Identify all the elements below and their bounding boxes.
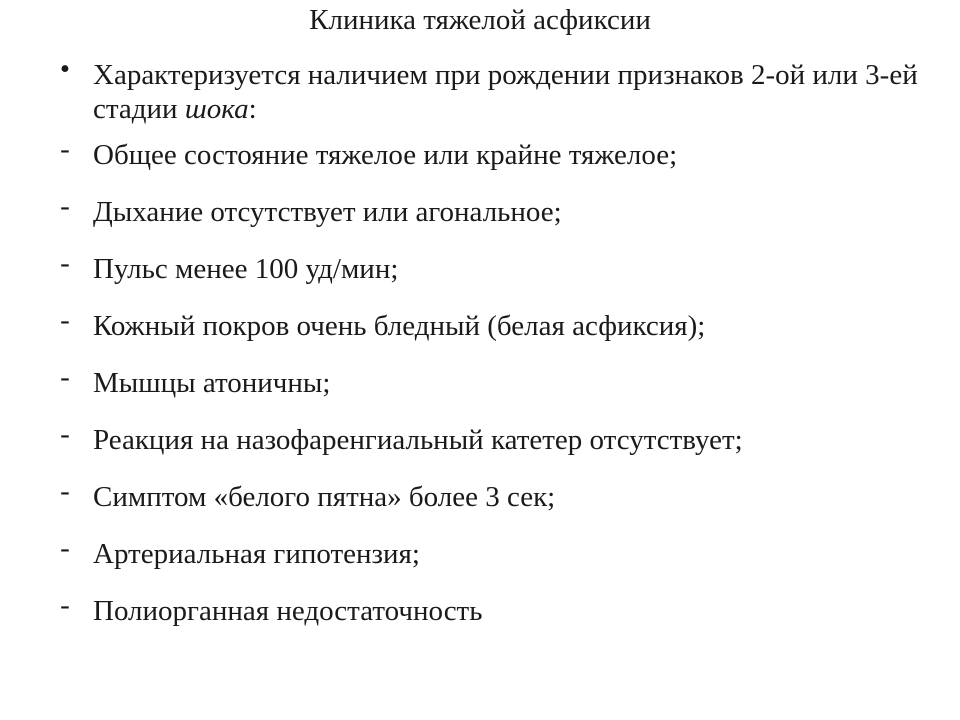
- dash-marker-icon: -: [60, 361, 70, 393]
- intro-text-italic: шока: [184, 93, 249, 125]
- dash-marker-icon: -: [60, 247, 70, 279]
- list-item: [55, 532, 935, 571]
- bullet-dot-icon: •: [59, 53, 71, 85]
- dash-marker-icon: -: [60, 418, 70, 450]
- dash-marker-icon: -: [60, 475, 70, 507]
- list-item-intro: [55, 53, 935, 126]
- dash-marker-icon: -: [60, 190, 70, 222]
- slide-title: Клиника тяжелой асфиксии: [309, 4, 651, 36]
- intro-text-before: Характеризуется наличием при рождении признаков 2-ой или 3-ей стадии: [93, 59, 918, 125]
- list-item: [55, 247, 935, 286]
- dash-marker-icon: -: [60, 589, 70, 621]
- list-item-text: Полиорганная недостаточность: [93, 595, 483, 627]
- intro-text-after: :: [248, 93, 257, 125]
- list-item: [55, 361, 935, 400]
- list-item-text: Дыхание отсутствует или агональное;: [93, 196, 562, 228]
- list-item-text: Кожный покров очень бледный (белая асфиксия);: [93, 310, 706, 342]
- list-item-text: Пульс менее 100 уд/мин;: [93, 253, 399, 285]
- list-item: [55, 475, 935, 514]
- dash-marker-icon: -: [60, 304, 70, 336]
- list-item-text: Симптом «белого пятна» более 3 сек;: [93, 481, 556, 513]
- list-item: [55, 133, 935, 172]
- dash-marker-icon: -: [60, 133, 70, 165]
- dash-marker-icon: -: [60, 532, 70, 564]
- list-item: [55, 418, 935, 457]
- list-item-text: [93, 58, 935, 126]
- list-item-text: Мышцы атоничны;: [93, 367, 331, 399]
- list-item: [55, 304, 935, 343]
- list-item-text: Артериальная гипотензия;: [93, 538, 420, 570]
- bullet-list: [55, 53, 935, 651]
- list-item: [55, 589, 935, 628]
- list-item-text: Реакция на назофаренгиальный катетер отсутствует;: [93, 424, 743, 456]
- list-item-text: Общее состояние тяжелое или крайне тяжелое;: [93, 139, 678, 171]
- list-item: [55, 190, 935, 229]
